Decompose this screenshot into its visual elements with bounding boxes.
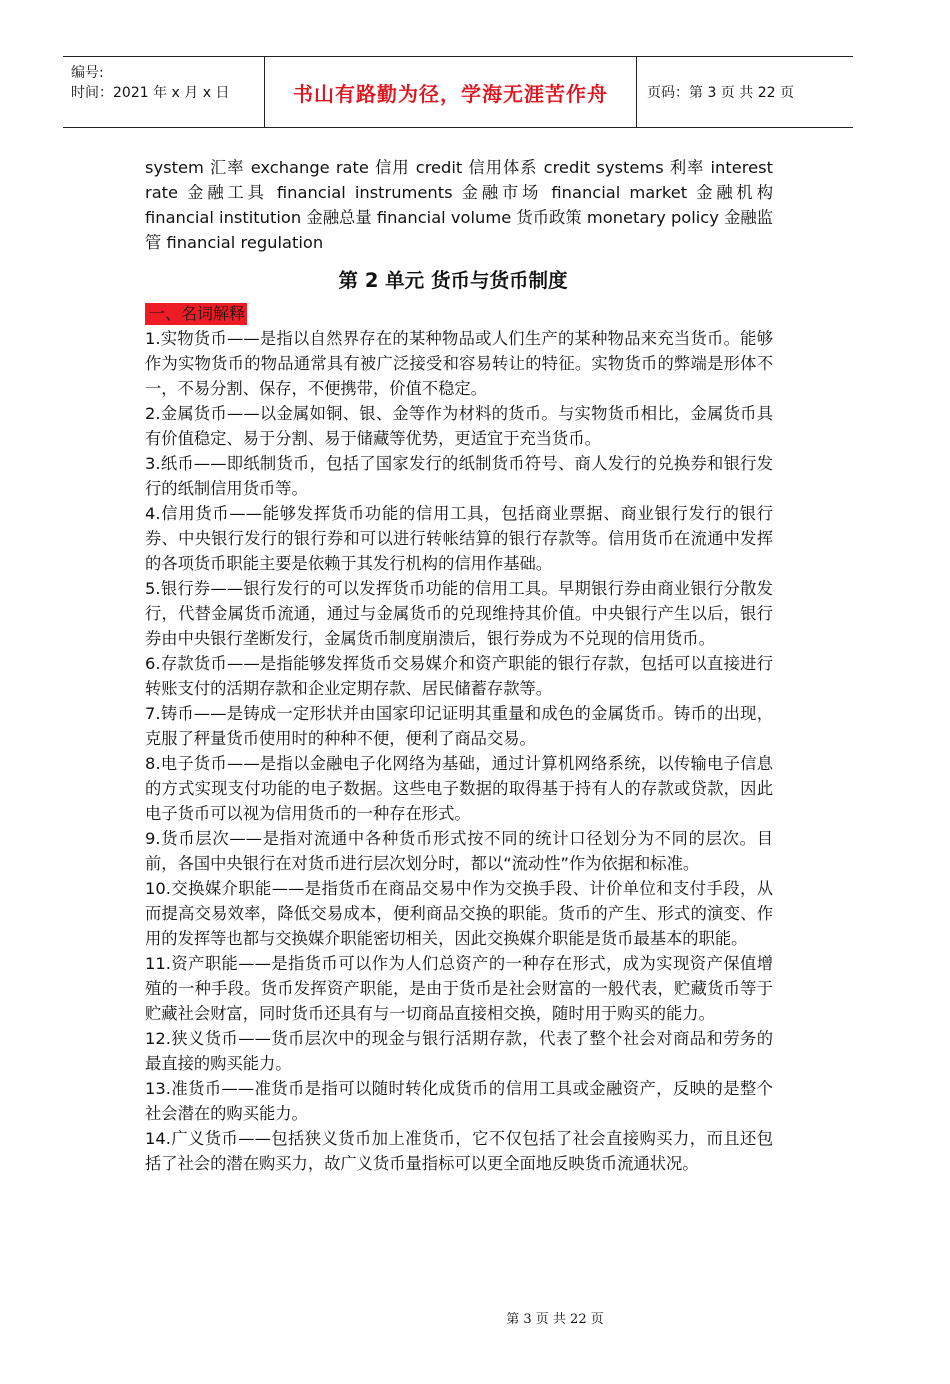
document-time-label: 时间：2021 年 x 月 x 日: [71, 85, 230, 101]
header-page-number: 页码：第 3 页 共 22 页: [647, 85, 794, 101]
definition-paragraph: 5.银行券——银行发行的可以发挥货币功能的信用工具。早期银行券由商业银行分散发行，代替金属货币流通，通过与金属货币的兑现维持其价值。中央银行产生以后，银行券由中央银行垄断发行，金属货币制度崩溃后，银行券成为不兑现的信用货币。: [145, 579, 773, 648]
document-number-label: 编号:: [71, 65, 104, 81]
definition-paragraph: 9.货币层次——是指对流通中各种货币形式按不同的统计口径划分为不同的层次。目前，各国中央银行在对货币进行层次划分时，都以“流动性”作为依据和标准。: [145, 829, 773, 873]
definition-paragraph: 1.实物货币——是指以自然界存在的某种物品或人们生产的某种物品来充当货币。能够作为实物货币的物品通常具有被广泛接受和容易转让的特征。实物货币的弊端是形体不一，不易分割、保存，不便携带，价值不稳定。: [145, 329, 773, 398]
definition-paragraph: 4.信用货币——能够发挥货币功能的信用工具，包括商业票据、商业银行发行的银行券、中央银行发行的银行券和可以进行转帐结算的银行存款等。信用货币在流通中发挥的各项货币职能主要是依赖于其发行机构的信用作基础。: [145, 504, 773, 573]
definition-paragraph: 7.铸币——是铸成一定形状并由国家印记证明其重量和成色的金属货币。铸币的出现，克服了秤量货币使用时的种种不便，便利了商品交易。: [145, 704, 773, 748]
definition-paragraph: 13.准货币——准货币是指可以随时转化成货币的信用工具或金融资产，反映的是整个社会潜在的购买能力。: [145, 1079, 773, 1123]
definition-paragraph: 11.资产职能——是指货币可以作为人们总资产的一种存在形式，成为实现资产保值增殖的一种手段。货币发挥资产职能，是由于货币是社会财富的一般代表，贮藏货币等于贮藏社会财富，同时货币还具有与一切商品直接相交换，随时用于购买的能力。: [145, 954, 773, 1023]
definition-paragraph: 10.交换媒介职能——是指货币在商品交易中作为交换手段、计价单位和支付手段，从而提高交易效率，降低交易成本，便利商品交换的职能。货币的产生、形式的演变、作用的发挥等也都与交换媒介职能密切相关，因此交换媒介职能是货币最基本的职能。: [145, 879, 773, 948]
header-motto: 书山有路勤为径，学海无涯苦作舟: [265, 57, 637, 127]
intro-glossary-text: system 汇率 exchange rate 信用 credit 信用体系 credit systems 利率 interest rate 金融工具 financial instruments 金融市场 financial market 金融机构 financial institution 金融总量 financial volume 货币政策 monetary policy 金融监管 financial regulation: [145, 158, 773, 252]
page-header: [63, 56, 853, 128]
page-footer: 第 3 页 共 22 页: [506, 1312, 604, 1327]
section-heading: 一、名词解释: [145, 303, 247, 325]
definition-paragraph: 6.存款货币——是指能够发挥货币交易媒介和资产职能的银行存款，包括可以直接进行转账支付的活期存款和企业定期存款、居民储蓄存款等。: [145, 654, 773, 698]
definition-paragraph: 2.金属货币——以金属如铜、银、金等作为材料的货币。与实物货币相比，金属货币具有价值稳定、易于分割、易于储藏等优势，更适宜于充当货币。: [145, 404, 773, 448]
definition-paragraph: 14.广义货币——包括狭义货币加上准货币，它不仅包括了社会直接购买力，而且还包括了社会的潜在购买力，故广义货币量指标可以更全面地反映货币流通状况。: [145, 1129, 773, 1173]
definition-paragraph: 12.狭义货币——货币层次中的现金与银行活期存款，代表了整个社会对商品和劳务的最直接的购买能力。: [145, 1029, 773, 1073]
definition-paragraph: 3.纸币——即纸制货币，包括了国家发行的纸制货币符号、商人发行的兑换券和银行发行的纸制信用货币等。: [145, 454, 773, 498]
document-body: [145, 155, 773, 1176]
unit-title: 第 2 单元 货币与货币制度: [338, 269, 568, 292]
definition-paragraph: 8.电子货币——是指以金融电子化网络为基础，通过计算机网络系统，以传输电子信息的方式实现支付功能的电子数据。这些电子数据的取得基于持有人的存款或贷款，因此电子货币可以视为信用货币的一种存在形式。: [145, 754, 773, 823]
header-meta: [63, 57, 265, 127]
